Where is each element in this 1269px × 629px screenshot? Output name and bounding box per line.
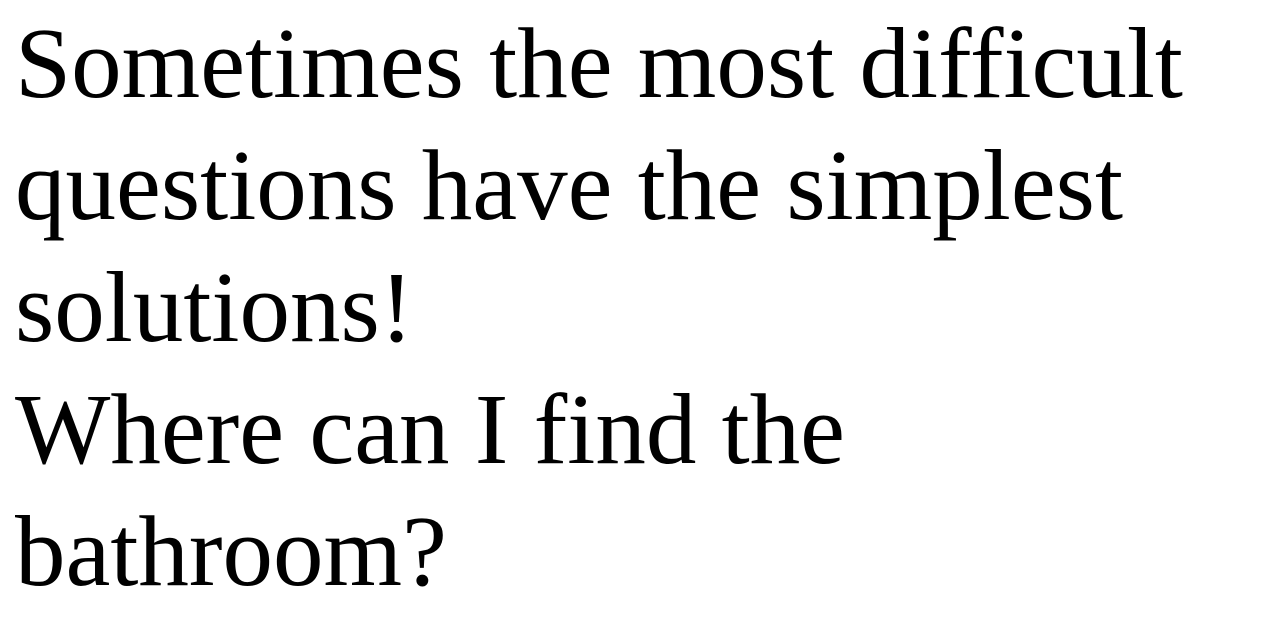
- text-block: [15, 2, 1265, 612]
- question-text: Where can I find the bathroom?: [15, 373, 845, 607]
- statement-text: Sometimes the most difficult questions have the simplest solutions!: [15, 7, 1183, 363]
